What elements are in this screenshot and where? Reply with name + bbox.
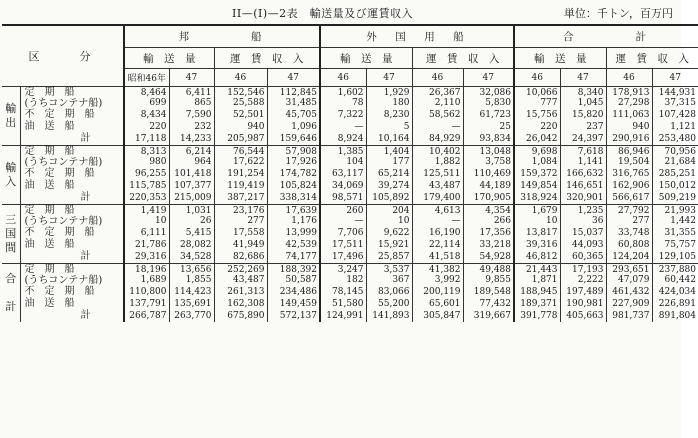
table-cell: 237 (560, 121, 606, 133)
table-row (2, 133, 698, 146)
table-cell: 98,571 (320, 192, 366, 205)
row-label: 計 (80, 192, 91, 203)
table-cell: 101,418 (169, 168, 214, 180)
table-cell: 261,313 (214, 286, 267, 298)
table-cell: 34,069 (320, 180, 366, 192)
table-cell: 8,924 (320, 133, 366, 146)
section-label: 輸 出 (2, 87, 20, 146)
row-label: 不 定 期 船 (24, 109, 95, 120)
table-row (2, 192, 698, 205)
table-cell: 10,164 (366, 133, 412, 146)
table-row (2, 121, 698, 133)
table-cell: 7,706 (320, 227, 366, 239)
table-cell: 316,765 (606, 168, 652, 180)
row-label: 定 期 船 (うちコンテナ船) (20, 205, 124, 228)
table-cell: 191,254 (214, 168, 267, 180)
table-cell: 31,355 (652, 227, 698, 239)
table-row (2, 298, 698, 310)
row-label: 油 送 船 (24, 298, 75, 309)
table-cell: 44,093 (560, 239, 606, 251)
table-cell: 6,111 (124, 227, 169, 239)
table-cell: 110,469 (463, 168, 514, 180)
table-cell: 190,981 (560, 298, 606, 310)
table-cell: 159,372 (514, 168, 560, 180)
table-cell: 70,956 21,684 (652, 146, 698, 169)
table-cell: 13,999 (267, 227, 320, 239)
table-cell: 305,847 (412, 310, 463, 322)
table-cell: 13,048 3,758 (463, 146, 514, 169)
table-cell: 7,590 (169, 109, 214, 121)
section-label: 輸 入 (2, 146, 20, 205)
table-cell: 33,748 (606, 227, 652, 239)
table-cell: 63,117 (320, 168, 366, 180)
year-header: 46 (606, 69, 652, 87)
table-cell: 105,892 (366, 192, 412, 205)
table-cell: 1,235 36 (560, 205, 606, 228)
table-caption (0, 3, 681, 21)
table-cell: 105,824 (267, 180, 320, 192)
year-header: 46 (320, 69, 366, 87)
table-cell: 29,316 (124, 251, 169, 264)
table-cell: 32,086 5,830 (463, 87, 514, 110)
table-cell: 220 (124, 121, 169, 133)
table-cell: 675,890 (214, 310, 267, 322)
table-row (2, 227, 698, 239)
table-cell: 266,787 (124, 310, 169, 322)
table-cell: 111,063 (606, 109, 652, 121)
table-cell: 387,217 (214, 192, 267, 205)
table-cell: 17,356 (463, 227, 514, 239)
table-cell: 1,385 104 (320, 146, 366, 169)
table-cell: 200,119 (412, 286, 463, 298)
table-cell: 84,929 (412, 133, 463, 146)
table-cell: 290,916 (606, 133, 652, 146)
table-cell: 46,812 (514, 251, 560, 264)
table-cell: 78,145 (320, 286, 366, 298)
row-label: 不 定 期 船 (24, 227, 95, 238)
table-cell: 22,114 (412, 239, 463, 251)
table-cell: 15,037 (560, 227, 606, 239)
row-label: 定 期 船 (うちコンテナ船) (20, 146, 124, 169)
table-cell: 10,066 777 (514, 87, 560, 110)
table-cell: 115,785 (124, 180, 169, 192)
table-cell: 572,137 (267, 310, 320, 322)
table-cell: 51,580 (320, 298, 366, 310)
table-cell: 260 — (320, 205, 366, 228)
table-cell: 509,219 (652, 192, 698, 205)
row-label: 油 送 船 (24, 180, 75, 191)
table-cell: 146,651 (560, 180, 606, 192)
table-cell: 1,404 177 (366, 146, 412, 169)
year-header: 46 (514, 69, 560, 87)
table-cell: 45,705 (267, 109, 320, 121)
sub-header-volume: 輸 送 量 (320, 48, 412, 69)
table-cell: 424,034 (652, 286, 698, 298)
table-cell: 15,921 (366, 239, 412, 251)
table-cell: 285,251 (652, 168, 698, 180)
table-cell: 17,193 2,222 (560, 264, 606, 287)
table-cell: — (412, 121, 463, 133)
table-cell: 189,371 (514, 298, 560, 310)
table-cell: 34,528 (169, 251, 214, 264)
table-cell: 7,618 1,141 (560, 146, 606, 169)
sub-header-revenue: 運 賃 収 入 (214, 48, 320, 69)
table-cell: 220 (514, 121, 560, 133)
table-cell: 179,400 (412, 192, 463, 205)
table-cell: 174,782 (267, 168, 320, 180)
unit-note: 単位：千トン，百万円 (563, 7, 673, 20)
table-cell: 8,464 699 (124, 87, 169, 110)
table-cell: 24,397 (560, 133, 606, 146)
table-cell: 60,365 (560, 251, 606, 264)
table-row (2, 264, 698, 287)
table-cell: 226,891 (652, 298, 698, 310)
table-cell: 42,539 (267, 239, 320, 251)
year-header: 47 (652, 69, 698, 87)
table-cell: 77,432 (463, 298, 514, 310)
sub-header-volume: 輸 送 量 (124, 48, 214, 69)
table-cell: 8,230 (366, 109, 412, 121)
table-cell: 215,009 (169, 192, 214, 205)
table-cell: 16,190 (412, 227, 463, 239)
table-cell: 9,622 (366, 227, 412, 239)
table-cell: 54,928 (463, 251, 514, 264)
table-row (2, 168, 698, 180)
table-cell: 125,511 (412, 168, 463, 180)
table-cell: 60,808 (606, 239, 652, 251)
row-label: 定 期 船 (うちコンテナ船) (20, 87, 124, 110)
sub-header-volume: 輸 送 量 (514, 48, 606, 69)
table-cell: 26,367 2,110 (412, 87, 463, 110)
group-header-foreign-chartered: 外 国 用 船 (320, 25, 514, 48)
row-label: 不 定 期 船 (24, 286, 95, 297)
table-cell: 3,247 182 (320, 264, 366, 287)
row-label: 不 定 期 船 (24, 168, 95, 179)
table-cell: 21,443 1,871 (514, 264, 560, 287)
table-cell: 55,200 (366, 298, 412, 310)
table-cell: 3,537 367 (366, 264, 412, 287)
table-cell: 232 (169, 121, 214, 133)
transport-volume-revenue-table (2, 24, 698, 322)
sub-header-revenue: 運 賃 収 入 (606, 48, 698, 69)
table-cell: 149,459 (267, 298, 320, 310)
table-cell: 41,382 3,992 (412, 264, 463, 287)
table-cell: 391,778 (514, 310, 560, 322)
table-cell: — (320, 121, 366, 133)
table-cell: 44,189 (463, 180, 514, 192)
table-cell: 318,924 (514, 192, 560, 205)
table-cell: 15,820 (560, 109, 606, 121)
table-cell: 6,214 964 (169, 146, 214, 169)
table-cell: 110,800 (124, 286, 169, 298)
table-cell: 5,415 (169, 227, 214, 239)
table-cell: 188,945 (514, 286, 560, 298)
table-cell: 28,082 (169, 239, 214, 251)
table-cell: 1,031 26 (169, 205, 214, 228)
table-cell: 1,929 180 (366, 87, 412, 110)
table-cell: 96,255 (124, 168, 169, 180)
table-cell: 405,663 (560, 310, 606, 322)
table-cell: 107,428 (652, 109, 698, 121)
table-cell: 197,489 (560, 286, 606, 298)
table-cell: 981,737 (606, 310, 652, 322)
table-cell: 141,893 (366, 310, 412, 322)
table-row (2, 310, 698, 322)
table-cell: 13,817 (514, 227, 560, 239)
table-cell: 23,176 277 (214, 205, 267, 228)
table-cell: 124,991 (320, 310, 366, 322)
table-cell: 170,905 (463, 192, 514, 205)
table-cell: 25,857 (366, 251, 412, 264)
table-cell: 26,042 (514, 133, 560, 146)
table-cell: 566,617 (606, 192, 652, 205)
table-cell: 940 (606, 121, 652, 133)
table-cell: 137,791 (124, 298, 169, 310)
table-cell: 162,308 (214, 298, 267, 310)
table-cell: 119,419 (214, 180, 267, 192)
table-cell: 75,757 (652, 239, 698, 251)
table-cell: 49,488 9,855 (463, 264, 514, 287)
table-cell: 15,756 (514, 109, 560, 121)
group-header-total: 合 計 (514, 25, 698, 48)
table-cell: 205,987 (214, 133, 267, 146)
table-row (2, 251, 698, 264)
table-cell: 112,845 31,485 (267, 87, 320, 110)
table-cell: 114,423 (169, 286, 214, 298)
table-cell: 162,906 (606, 180, 652, 192)
table-cell: 61,723 (463, 109, 514, 121)
table-cell: 65,601 (412, 298, 463, 310)
row-label: 油 送 船 (24, 121, 75, 132)
table-cell: 58,562 (412, 109, 463, 121)
table-cell: 17,558 (214, 227, 267, 239)
sub-header-revenue: 運 賃 収 入 (412, 48, 514, 69)
table-cell: 135,691 (169, 298, 214, 310)
section-label: 合 計 (2, 264, 20, 323)
table-cell: 152,546 25,588 (214, 87, 267, 110)
table-cell: 52,501 (214, 109, 267, 121)
table-cell: 189,548 (463, 286, 514, 298)
group-header-japanese-ships: 邦 船 (124, 25, 320, 48)
table-cell: 124,204 (606, 251, 652, 264)
table-cell: 1,096 (267, 121, 320, 133)
table-cell: 41,518 (412, 251, 463, 264)
table-cell: 21,786 (124, 239, 169, 251)
year-header: 47 (463, 69, 514, 87)
table-cell: 320,901 (560, 192, 606, 205)
table-cell: 319,667 (463, 310, 514, 322)
row-label: 計 (80, 251, 91, 262)
table-cell: 13,656 1,855 (169, 264, 214, 287)
table-row (2, 87, 698, 110)
table-cell: 43,487 (412, 180, 463, 192)
table-cell: 39,274 (366, 180, 412, 192)
table-cell: 1,419 10 (124, 205, 169, 228)
table-cell: 234,486 (267, 286, 320, 298)
year-header: 昭和46年 (124, 69, 169, 87)
table-cell: 17,639 1,176 (267, 205, 320, 228)
table-row (2, 239, 698, 251)
table-cell: 227,909 (606, 298, 652, 310)
table-cell: 461,432 (606, 286, 652, 298)
table-cell: 83,066 (366, 286, 412, 298)
table-cell: 220,353 (124, 192, 169, 205)
table-cell: 252,269 43,487 (214, 264, 267, 287)
table-cell: 1,602 78 (320, 87, 366, 110)
row-label: 計 (80, 310, 91, 321)
table-cell: 6,411 865 (169, 87, 214, 110)
table-cell: 17,118 (124, 133, 169, 146)
table-cell: 263,770 (169, 310, 214, 322)
table-cell: 27,792 277 (606, 205, 652, 228)
table-cell: 338,314 (267, 192, 320, 205)
table-cell: 17,496 (320, 251, 366, 264)
table-cell: 144,931 37,315 (652, 87, 698, 110)
table-cell: 940 (214, 121, 267, 133)
table-row (2, 146, 698, 169)
table-cell: 149,854 (514, 180, 560, 192)
table-cell: 76,544 17,622 (214, 146, 267, 169)
year-header: 47 (169, 69, 214, 87)
table-cell: 204 10 (366, 205, 412, 228)
table-cell: 293,651 47,079 (606, 264, 652, 287)
table-cell: 14,233 (169, 133, 214, 146)
table-cell: 891,804 (652, 310, 698, 322)
year-header: 46 (214, 69, 267, 87)
table-cell: 5 (366, 121, 412, 133)
table-cell: 86,946 19,504 (606, 146, 652, 169)
table-cell: 7,322 (320, 109, 366, 121)
table-cell: 57,908 17,926 (267, 146, 320, 169)
table-cell: 93,834 (463, 133, 514, 146)
table-cell: 18,196 1,689 (124, 264, 169, 287)
table-cell: 39,316 (514, 239, 560, 251)
table-cell: 9,698 1,084 (514, 146, 560, 169)
table-row (2, 180, 698, 192)
table-cell: 129,105 (652, 251, 698, 264)
table-cell: 82,686 (214, 251, 267, 264)
table-cell: 4,613 — (412, 205, 463, 228)
table-cell: 253,480 (652, 133, 698, 146)
table-cell: 4,354 266 (463, 205, 514, 228)
table-cell: 166,632 (560, 168, 606, 180)
year-header: 47 (267, 69, 320, 87)
year-header: 47 (560, 69, 606, 87)
table-cell: 65,214 (366, 168, 412, 180)
table-cell: 8,313 980 (124, 146, 169, 169)
table-cell: 150,012 (652, 180, 698, 192)
table-cell: 237,880 60,442 (652, 264, 698, 287)
category-header: 区 分 (2, 25, 124, 87)
table-cell: 74,177 (267, 251, 320, 264)
row-label: 油 送 船 (24, 239, 75, 250)
table-cell: 1,679 10 (514, 205, 560, 228)
row-label: 定 期 船 (うちコンテナ船) (20, 264, 124, 287)
section-label: 三 国 間 (2, 205, 20, 264)
table-cell: 41,949 (214, 239, 267, 251)
table-cell: 8,434 (124, 109, 169, 121)
table-cell: 17,511 (320, 239, 366, 251)
table-cell: 188,392 50,587 (267, 264, 320, 287)
table-cell: 10,402 1,882 (412, 146, 463, 169)
table-cell: 21,993 1,442 (652, 205, 698, 228)
table-row (2, 205, 698, 228)
row-label: 計 (80, 133, 91, 144)
table-cell: 1,121 (652, 121, 698, 133)
year-header: 47 (366, 69, 412, 87)
table-cell: 8,340 1,045 (560, 87, 606, 110)
table-row (2, 286, 698, 298)
table-cell: 107,377 (169, 180, 214, 192)
table-cell: 159,646 (267, 133, 320, 146)
table-row (2, 109, 698, 121)
table-cell: 178,913 27,298 (606, 87, 652, 110)
table-title: II—(I)—2表 輸送量及び運賃収入 (232, 7, 414, 20)
table-cell: 25 (463, 121, 514, 133)
year-header: 46 (412, 69, 463, 87)
table-cell: 33,218 (463, 239, 514, 251)
